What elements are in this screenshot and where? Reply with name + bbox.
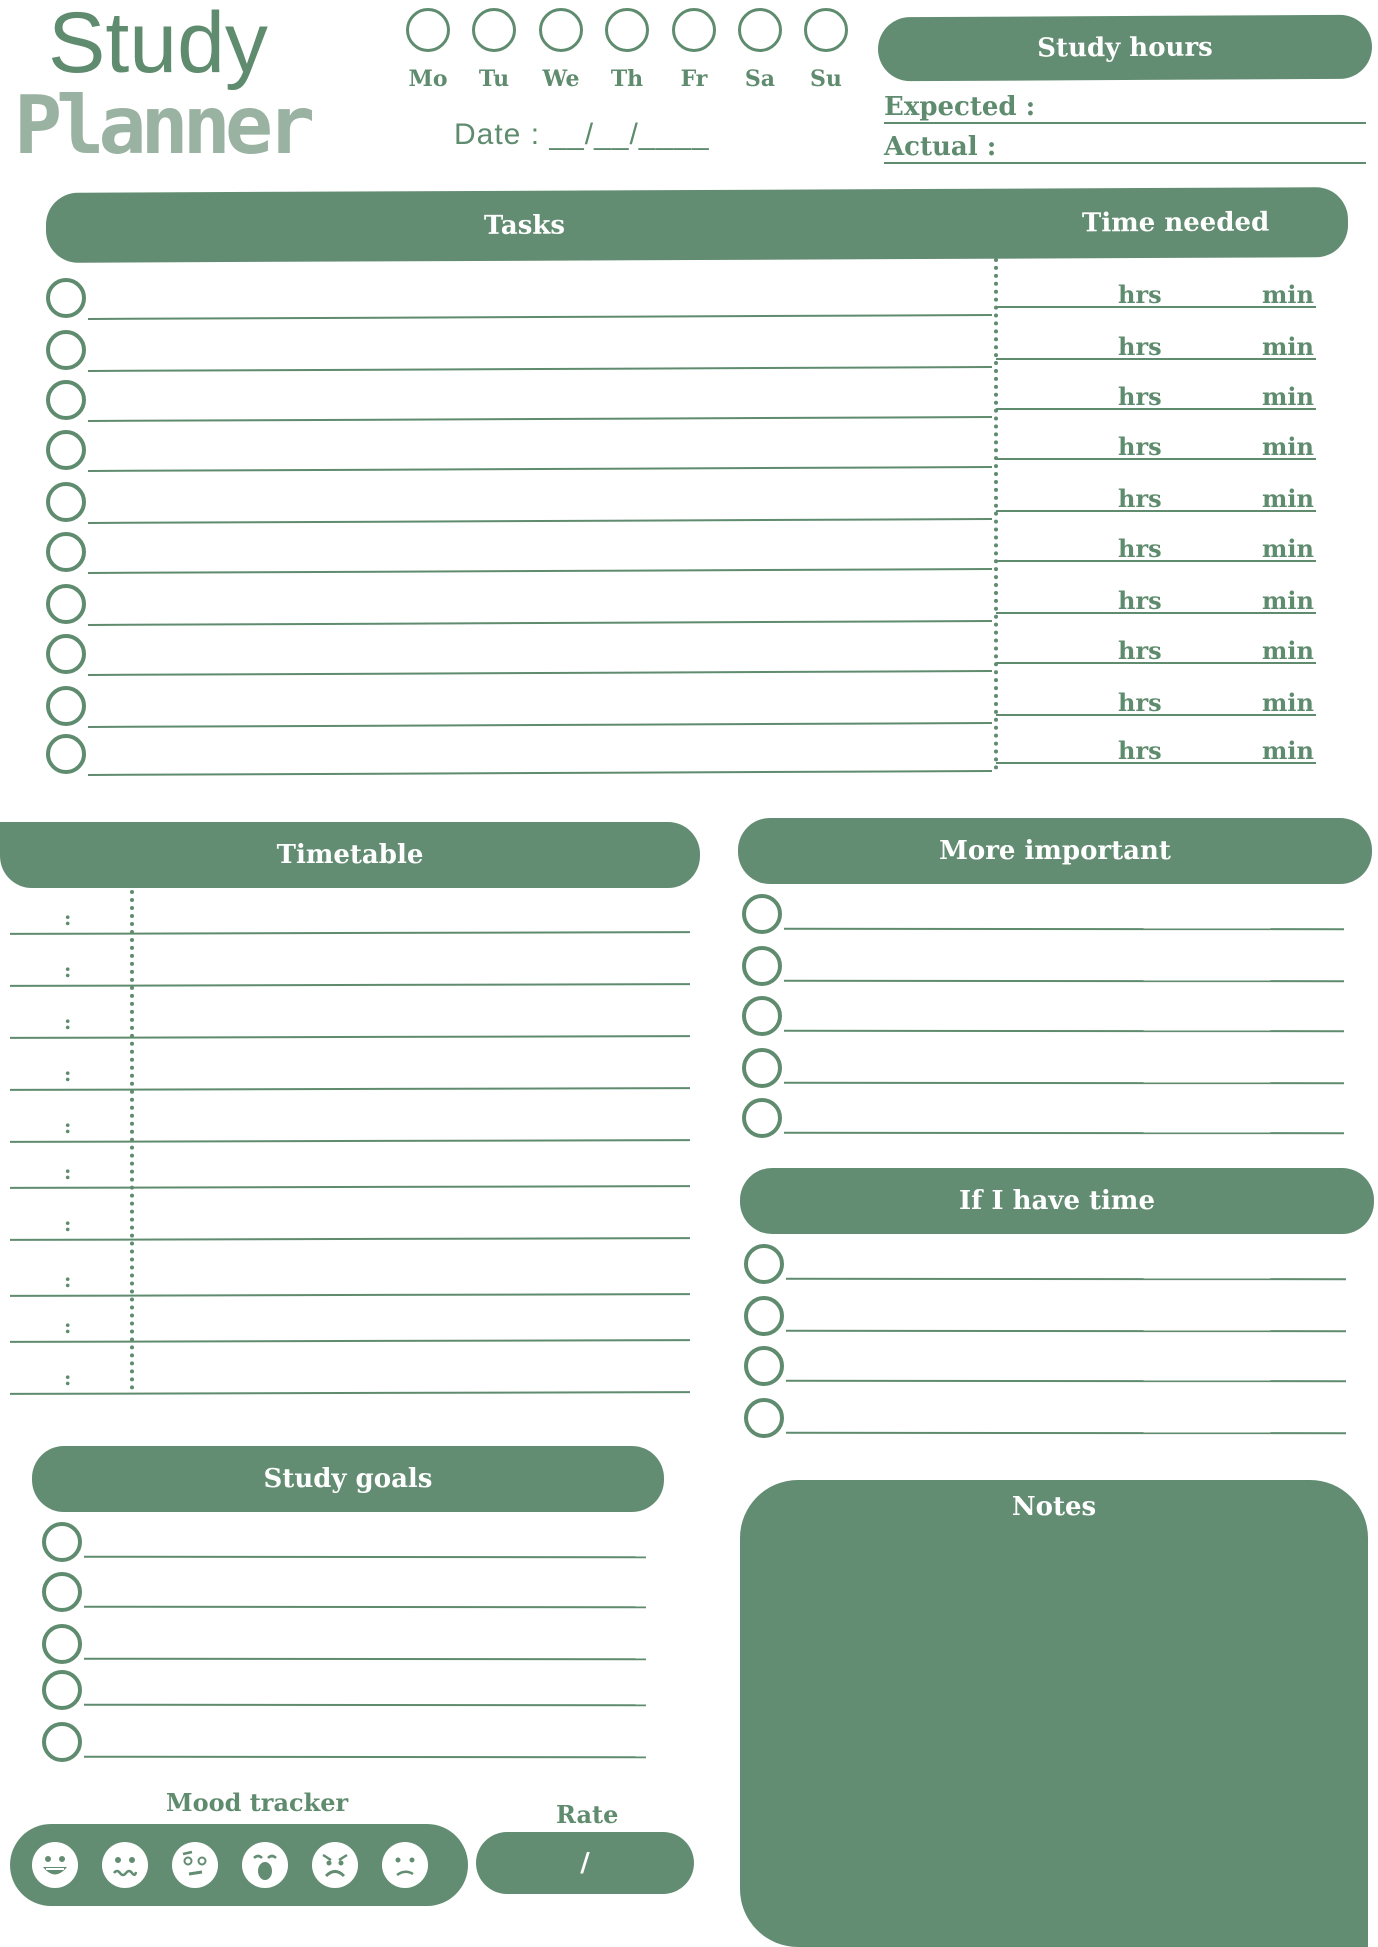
timetable-line[interactable] [10,1391,690,1395]
time-colon: : [64,1160,72,1184]
day-label: Fr [680,66,708,92]
task-line[interactable] [88,518,992,524]
more-important-checkbox[interactable] [742,996,782,1036]
task-checkbox[interactable] [46,634,86,674]
hrs-label: hrs [1118,586,1162,615]
queasy-face-icon[interactable] [102,1842,148,1888]
expected-label: Expected : [884,92,1036,122]
notes-title: Notes [1011,1492,1097,1522]
day-bubble[interactable] [672,8,716,52]
if-i-have-time-line[interactable] [786,1330,1346,1332]
task-checkbox[interactable] [46,330,86,370]
angry-face-icon[interactable] [312,1842,358,1888]
timetable-line[interactable] [10,1139,690,1143]
hrs-label: hrs [1118,382,1162,411]
task-line[interactable] [88,416,992,422]
study-goals-checkbox[interactable] [42,1722,82,1762]
study-goals-line[interactable] [84,1658,646,1660]
sad-face-icon[interactable] [382,1842,428,1888]
day-label: Tu [478,66,510,92]
time-colon: : [64,1366,72,1390]
task-checkbox[interactable] [46,734,86,774]
if-i-have-time-title: If I have time [958,1186,1155,1216]
day-bubble[interactable] [472,8,516,52]
if-i-have-time-line[interactable] [786,1380,1346,1382]
study-goals-line[interactable] [84,1756,646,1758]
task-checkbox[interactable] [46,584,86,624]
task-line[interactable] [88,366,992,372]
study-goals-line[interactable] [84,1606,646,1608]
if-i-have-time-checkbox[interactable] [744,1296,784,1336]
task-line[interactable] [88,568,992,574]
time-colon: : [64,1010,72,1034]
time-colon: : [64,1212,72,1236]
day-label: Su [810,66,842,92]
min-label: min [1262,636,1314,665]
more-important-checkbox[interactable] [742,946,782,986]
day-bubble[interactable] [738,8,782,52]
rate-title: Rate [556,1800,619,1829]
timetable-line[interactable] [10,1293,690,1297]
day-bubble[interactable] [605,8,649,52]
study-hours-title: Study hours [1037,32,1213,64]
tasks-title: Tasks [483,210,566,241]
min-label: min [1262,736,1314,765]
hrs-label: hrs [1118,280,1162,309]
task-line[interactable] [88,670,992,676]
if-i-have-time-checkbox[interactable] [744,1346,784,1386]
actual-line[interactable] [884,162,1366,164]
shocked-face-icon[interactable] [242,1842,288,1888]
task-checkbox[interactable] [46,430,86,470]
more-important-header [738,818,1372,884]
more-important-line[interactable] [784,928,1344,930]
more-important-title: More important [939,836,1171,866]
timetable-line[interactable] [10,983,690,987]
time-colon: : [64,1062,72,1086]
task-checkbox[interactable] [46,532,86,572]
if-i-have-time-checkbox[interactable] [744,1244,784,1284]
date-field[interactable]: Date : __/__/____ [454,118,710,151]
if-i-have-time-header [740,1168,1374,1234]
day-bubble[interactable] [539,8,583,52]
task-checkbox[interactable] [46,686,86,726]
hrs-label: hrs [1118,484,1162,513]
day-label: Sa [744,66,776,92]
study-goals-checkbox[interactable] [42,1572,82,1612]
hrs-label: hrs [1118,432,1162,461]
day-label: Mo [408,66,448,92]
more-important-checkbox[interactable] [742,1048,782,1088]
confused-face-icon[interactable] [172,1842,218,1888]
task-checkbox[interactable] [46,482,86,522]
mood-tracker-bar [10,1824,468,1906]
min-label: min [1262,586,1314,615]
timetable-line[interactable] [10,1035,690,1039]
min-label: min [1262,332,1314,361]
timetable-line[interactable] [10,931,690,935]
study-goals-header [32,1446,664,1512]
study-goals-checkbox[interactable] [42,1624,82,1664]
task-line[interactable] [88,466,992,472]
expected-line[interactable] [884,122,1366,124]
study-goals-checkbox[interactable] [42,1670,82,1710]
task-line[interactable] [88,314,992,320]
if-i-have-time-line[interactable] [786,1432,1346,1434]
title-planner: Planner [14,79,310,172]
day-bubble[interactable] [804,8,848,52]
timetable-line[interactable] [10,1185,690,1189]
happy-face-icon[interactable] [32,1842,78,1888]
mood-tracker-title: Mood tracker [166,1788,349,1817]
rate-value: / [580,1848,590,1878]
study-goals-checkbox[interactable] [42,1522,82,1562]
time-colon: : [64,1314,72,1338]
min-label: min [1262,280,1314,309]
task-line[interactable] [88,722,992,728]
timetable-title: Timetable [276,840,424,870]
tasks-divider [994,258,998,770]
day-label: We [542,66,580,92]
task-checkbox[interactable] [46,278,86,318]
more-important-checkbox[interactable] [742,894,782,934]
time-colon: : [64,1114,72,1138]
more-important-line[interactable] [784,1082,1344,1084]
time-colon: : [64,906,72,930]
tasks-header [46,187,1348,263]
time-colon: : [64,1268,72,1292]
task-line[interactable] [88,620,992,626]
timetable-line[interactable] [10,1237,690,1241]
study-goals-line[interactable] [84,1704,646,1706]
hrs-label: hrs [1118,332,1162,361]
actual-label: Actual : [884,132,997,162]
study-goals-line[interactable] [84,1556,646,1558]
min-label: min [1262,484,1314,513]
task-line[interactable] [88,770,992,776]
more-important-line[interactable] [784,1132,1344,1134]
task-checkbox[interactable] [46,380,86,420]
day-bubble[interactable] [406,8,450,52]
day-label: Th [610,66,644,92]
time-needed-title: Time needed [1081,207,1270,239]
more-important-checkbox[interactable] [742,1098,782,1138]
hrs-label: hrs [1118,736,1162,765]
more-important-line[interactable] [784,1030,1344,1032]
min-label: min [1262,534,1314,563]
timetable-line[interactable] [10,1339,690,1343]
rate-field[interactable] [476,1832,694,1894]
timetable-header [0,822,700,888]
title-study: Study [48,0,268,91]
study-hours-header [878,15,1372,82]
more-important-line[interactable] [784,980,1344,982]
min-label: min [1262,688,1314,717]
hrs-label: hrs [1118,688,1162,717]
hrs-label: hrs [1118,534,1162,563]
if-i-have-time-checkbox[interactable] [744,1398,784,1438]
study-goals-title: Study goals [263,1464,433,1494]
min-label: min [1262,432,1314,461]
min-label: min [1262,382,1314,411]
timetable-line[interactable] [10,1087,690,1091]
hrs-label: hrs [1118,636,1162,665]
time-colon: : [64,958,72,982]
if-i-have-time-line[interactable] [786,1278,1346,1280]
notes-box[interactable] [740,1480,1368,1947]
